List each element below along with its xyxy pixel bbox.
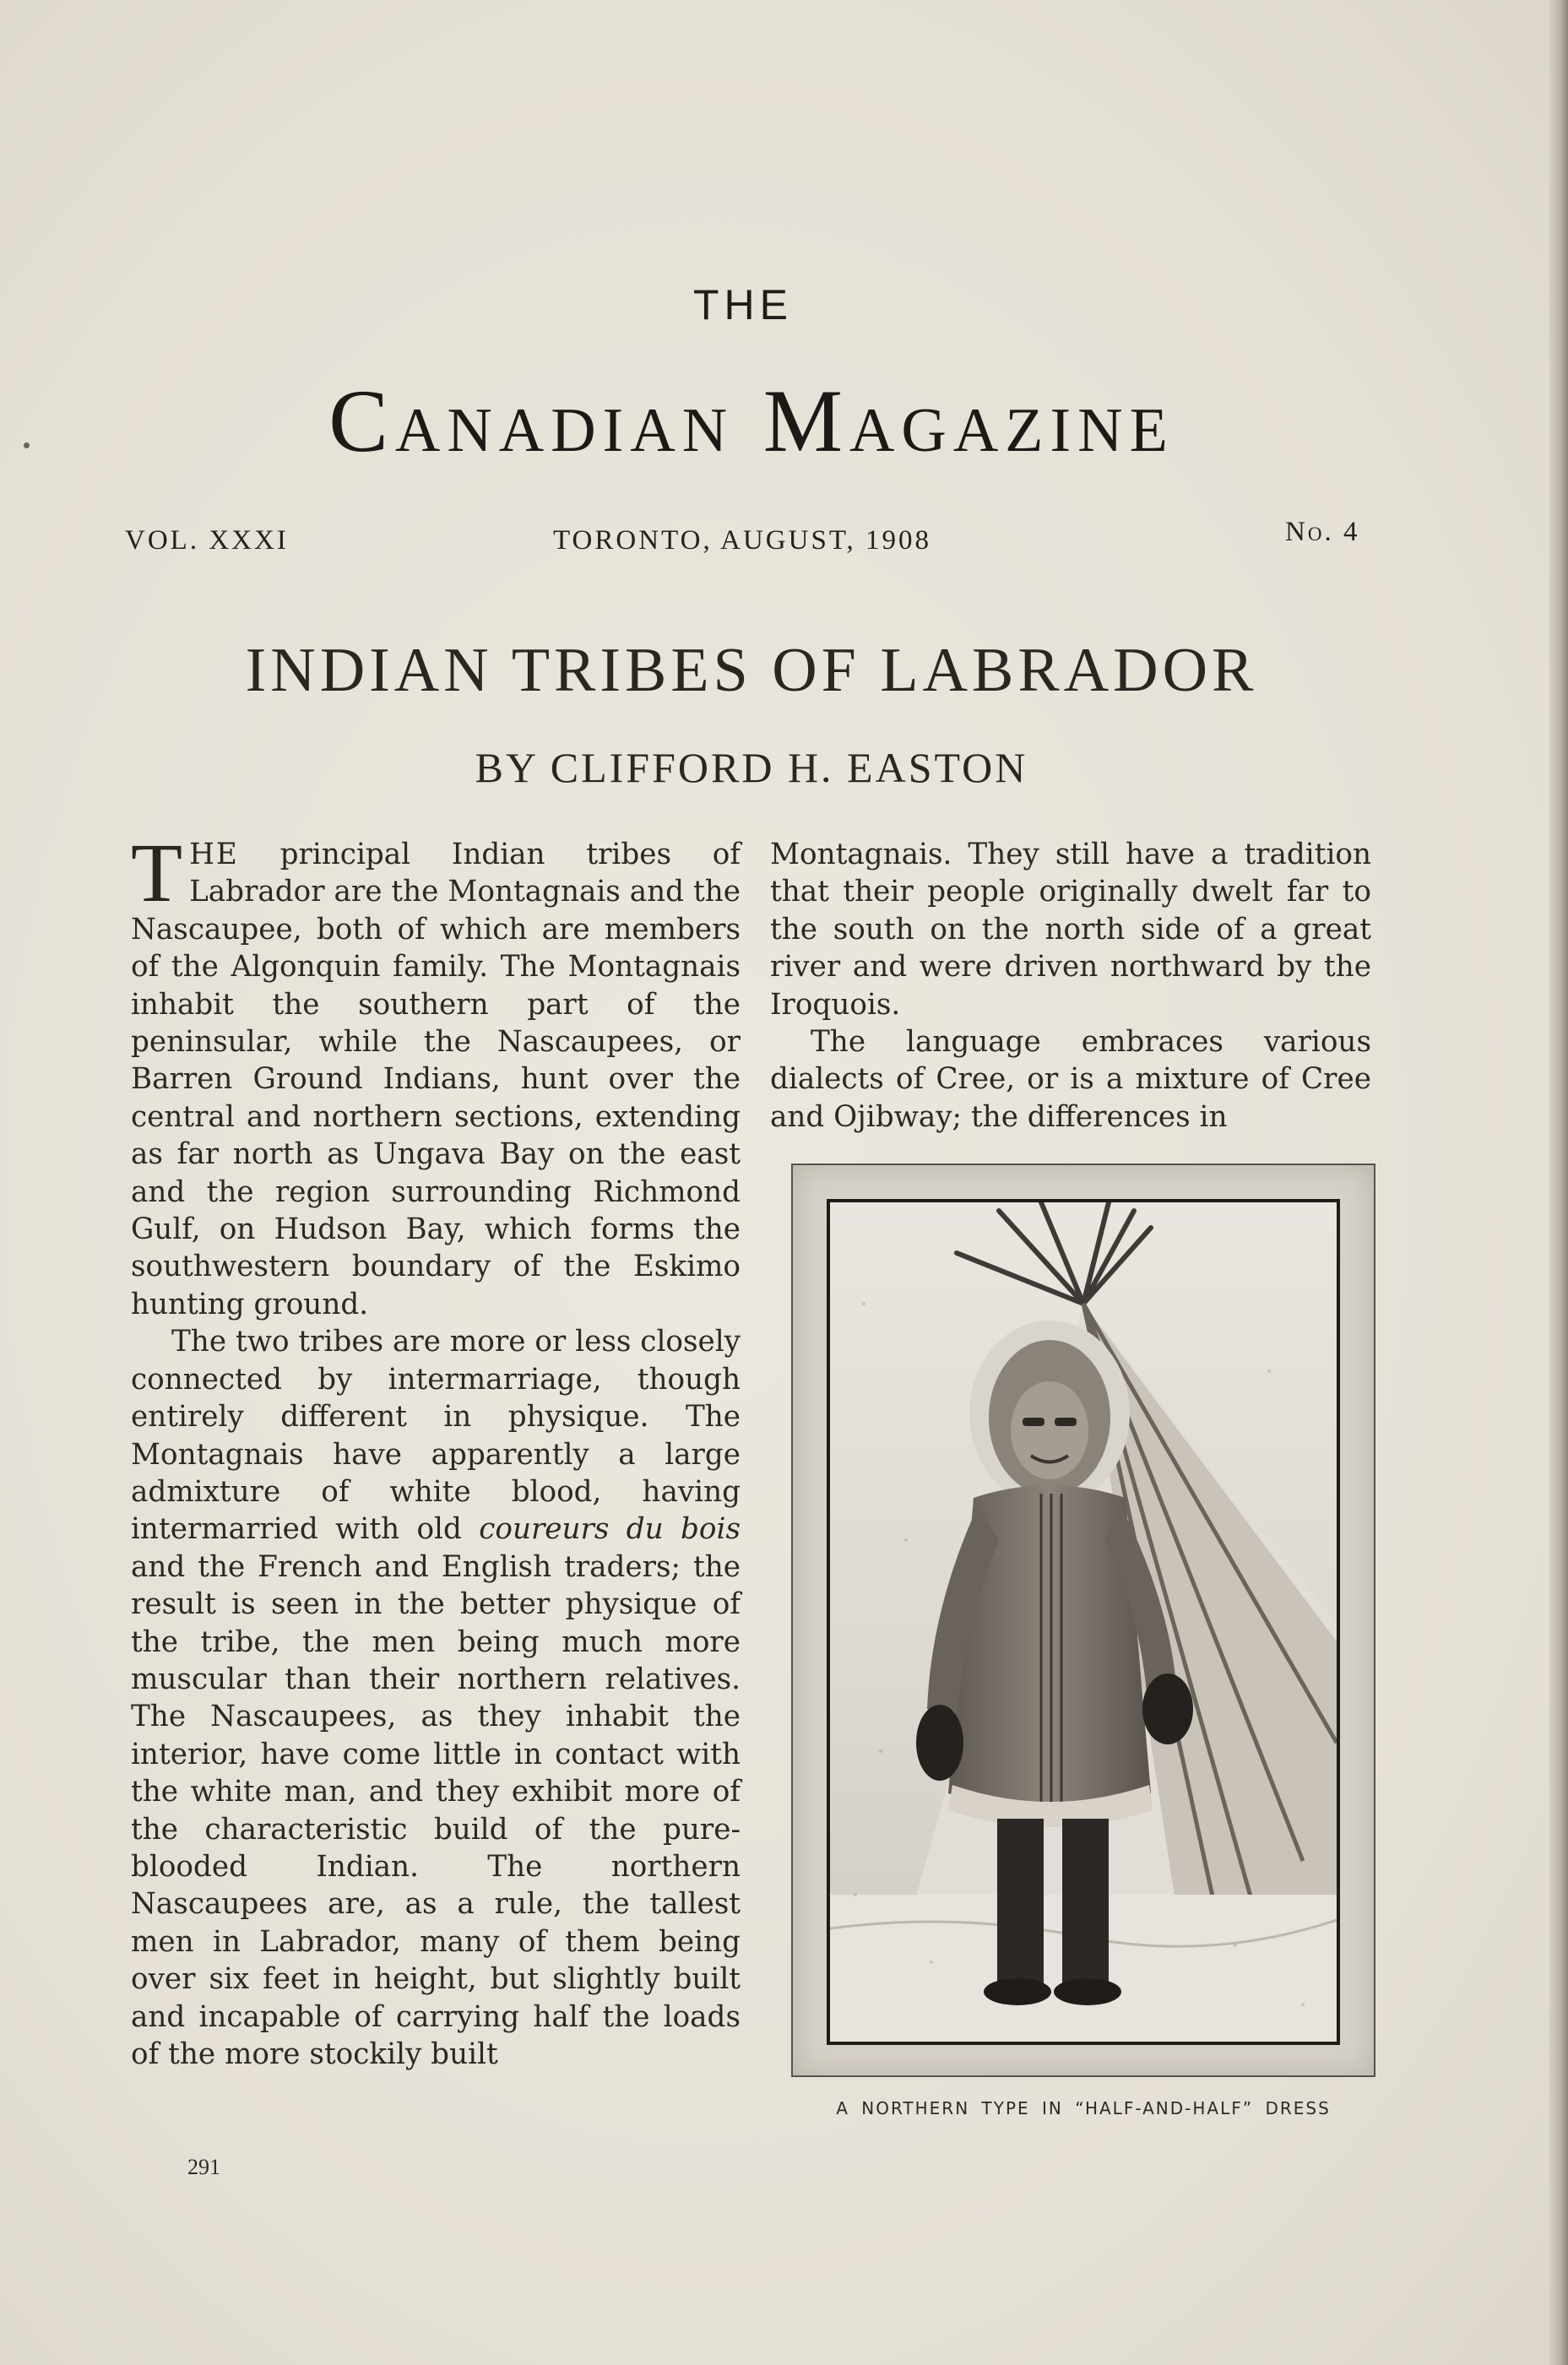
issue-place-date: TORONTO, AUGUST, 1908 [553,525,932,556]
masthead-title: Canadian Magazine [328,372,1175,470]
paragraph-2-text-b: and the French and English traders; the result is seen in the better physique of the tribe, the men being much more muscular than their northern relatives. The Nascaupees, as they inhabit the interior, have come little in contact with the white man, and they exhibit more of the characteristic build of the pure-blooded Indian. The northern Nascaupees are, as a rule, the tallest men in Labrador, many of them being over six feet in height, but slightly built and incapable of carrying half the loads of the more stockily built [131,1549,741,2071]
photograph [827,1199,1340,2045]
paragraph-2-text-a: The two tribes are more or less closely connected by intermarriage, though entirely different in physique. The Montagnais have apparently a large admixture of white blood, having intermarried with old [131,1325,741,1547]
drop-cap-word: HE [189,838,239,871]
issue-number: No. 4 [1285,517,1360,547]
text-column-right [770,836,1371,1136]
page-edge-shadow [1549,0,1568,2365]
photo-plate [791,1164,1375,2077]
page-speck [24,442,30,448]
paragraph-1 [131,826,741,1323]
man-before-tent-photo [830,1202,1337,2042]
masthead-the: THE [693,281,793,328]
article-title: INDIAN TRIBES OF LABRADOR [245,636,1258,705]
paragraph-2 [131,1323,741,2073]
paragraph-1-text: principal Indian tribes of Labrador are the Montagnais and the Nascaupee, both of which are members of the Algonquin family. The Montagnais inhabit the southern part of the peninsular, while the Nascaupees, or Barren Ground Indians, hunt over the central and northern sections, extending as far north as Ungava Bay on the east and the region surrounding Richmond Gulf, on Hudson Bay, which forms the southwestern boundary of the Eskimo hunting ground. [131,838,741,1321]
text-column-left [131,826,741,2073]
issue-volume: VOL. XXXI [125,525,289,556]
paragraph-3: Montagnais. They still have a tradition that their people originally dwelt far to the south on the north side of a great river and were driven northward by the Iroquois. [770,838,1371,1022]
paragraph-4: The language embraces various dialects of Cree, or is a mixture of Cree and Ojibway; the differences in [770,1025,1371,1134]
photo-caption: A NORTHERN TYPE IN “HALF-AND-HALF” DRESS [836,2098,1331,2118]
italic-phrase: coureurs du bois [479,1512,741,1547]
page-number: 291 [187,2155,220,2179]
article-byline: BY CLIFFORD H. EASTON [475,744,1028,791]
drop-cap: T [131,826,183,919]
